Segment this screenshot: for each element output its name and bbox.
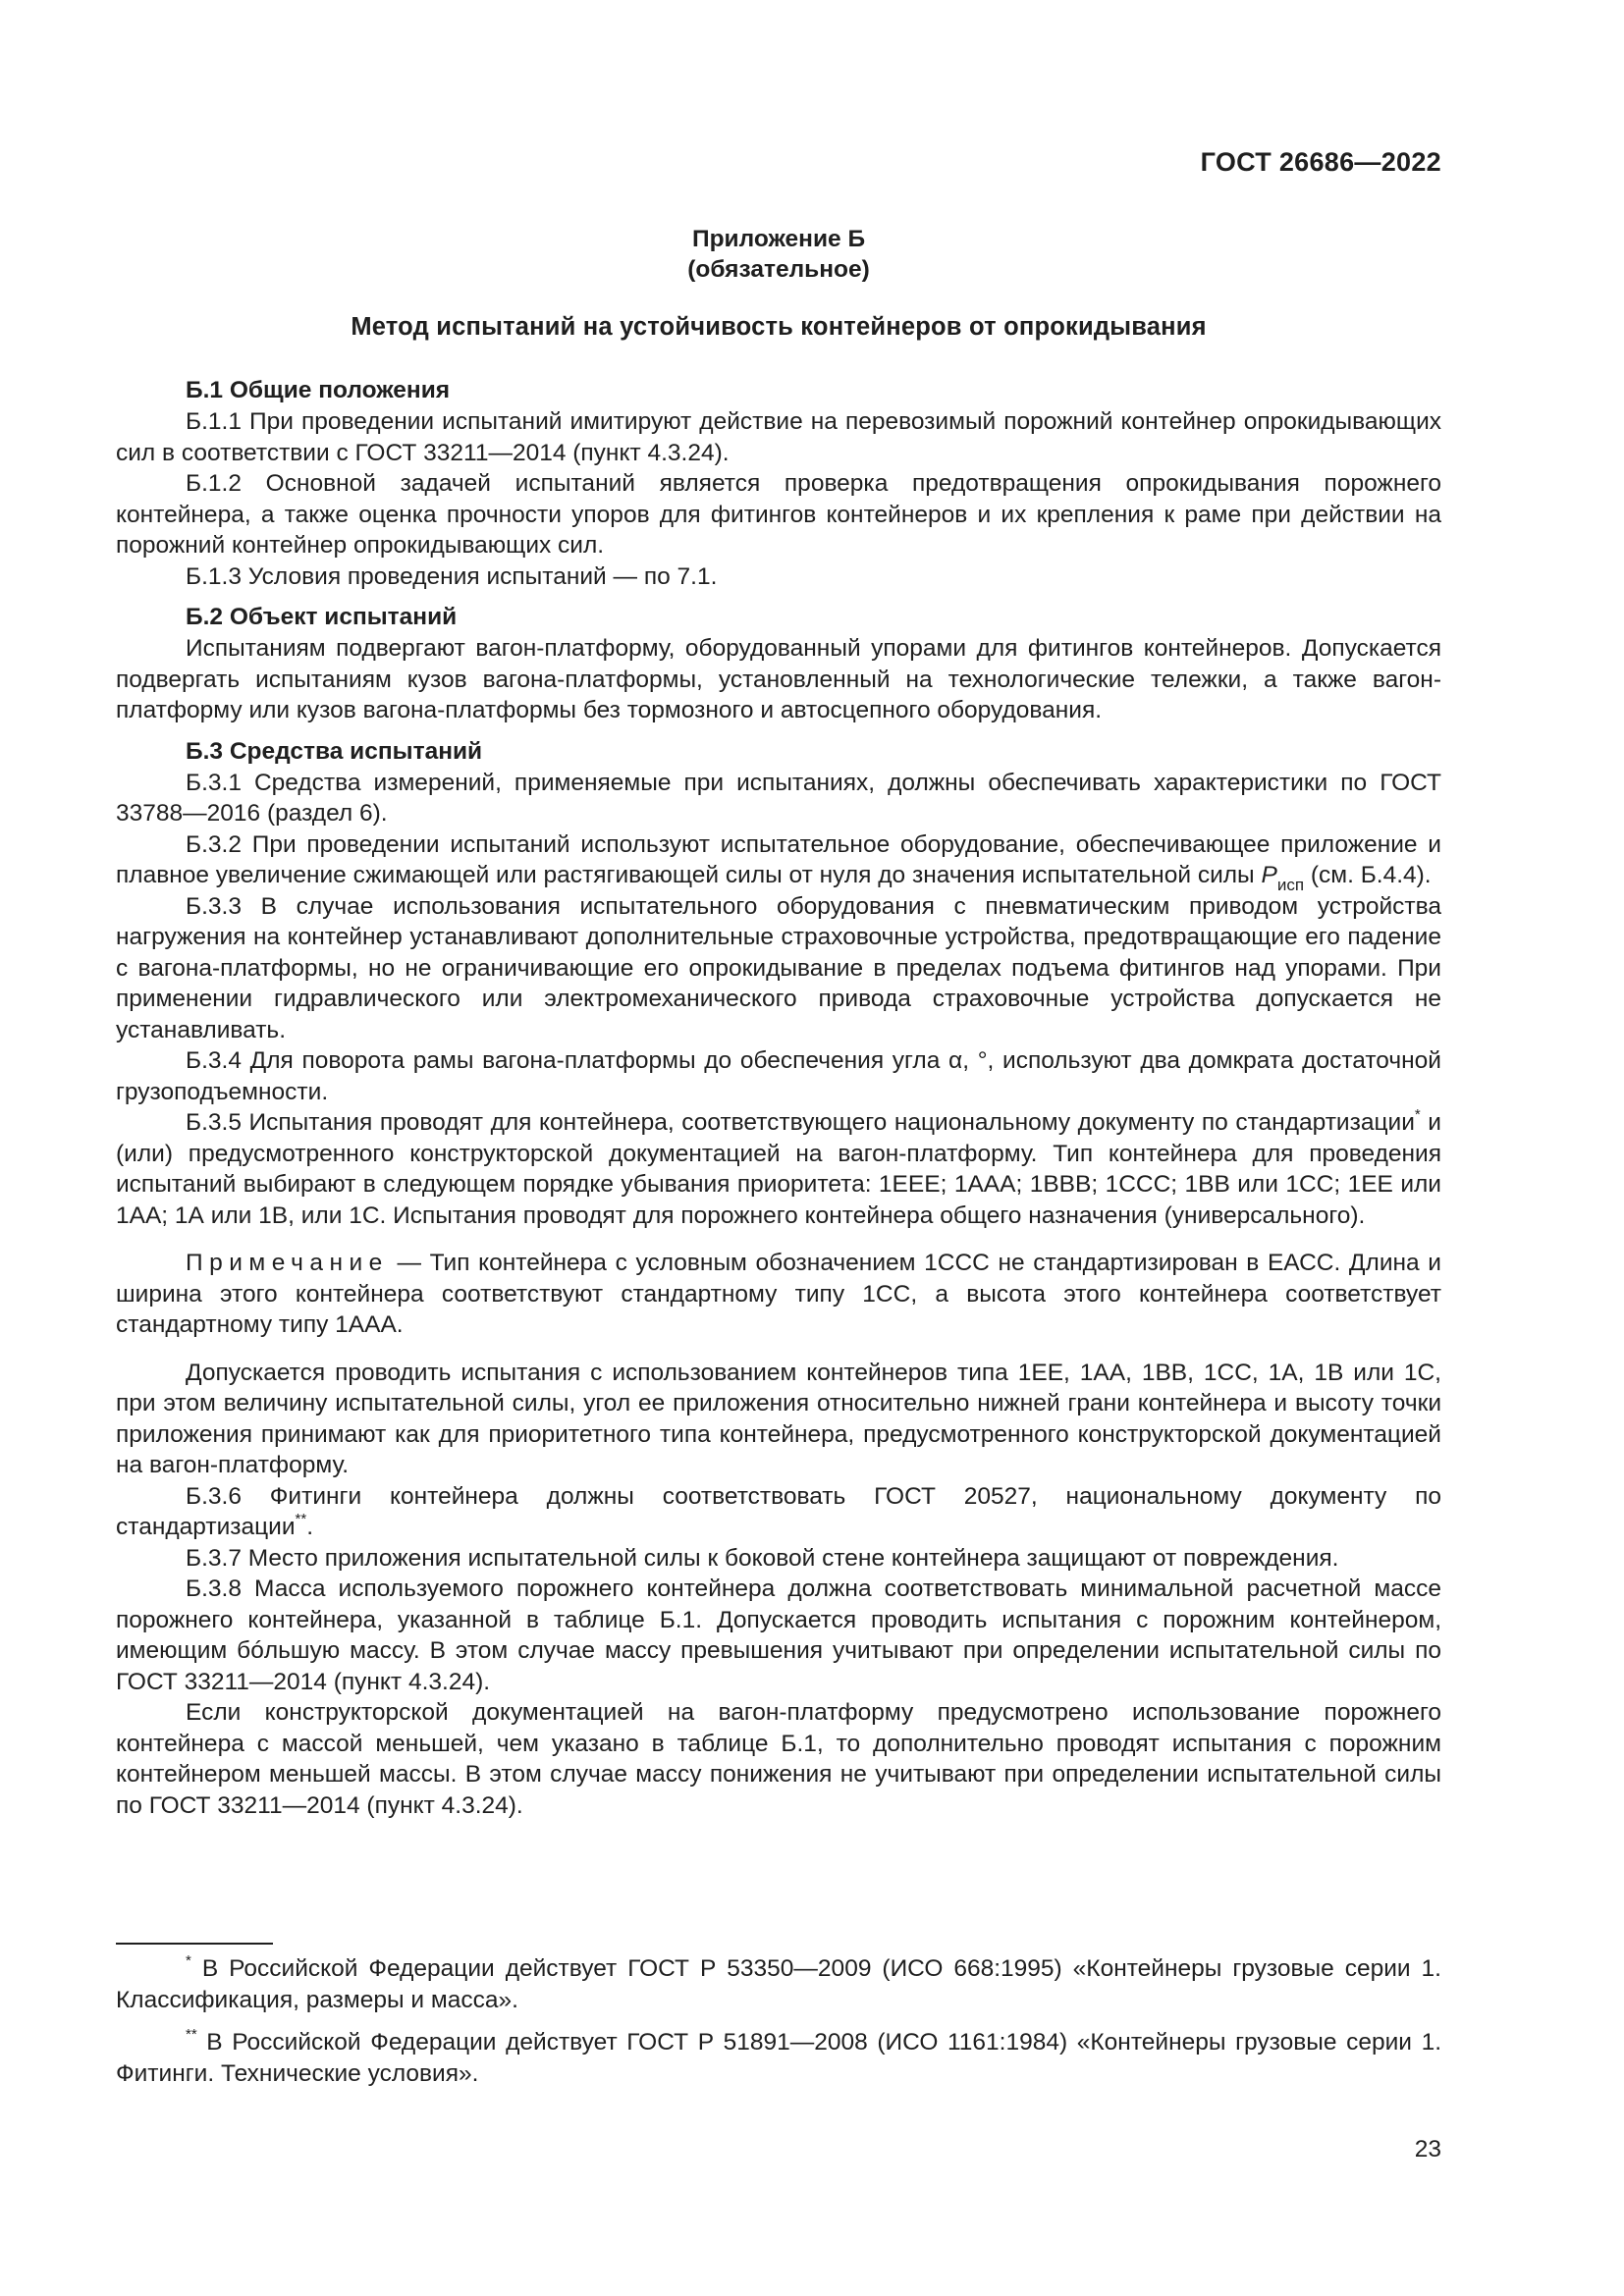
footnote-2 — [116, 2027, 1441, 2089]
page-content — [116, 224, 1441, 1821]
paragraph-b3-9: Б.3.8 Масса используемого порожнего контейнера должна соответствовать минимальной расчетной массе порожнего контейнера, указанной в таблице Б.1. Допускается проводить испытания с порожним контейнером, имеющим бóльшую массу. В этом случае массу превышения учитывают при определении испытательной силы по ГОСТ 33211—2014 (пункт 4.3.24). — [116, 1575, 1441, 1695]
footnote-ref-1[interactable]: * — [1414, 1105, 1421, 1123]
paragraph-b3-5-end: и (или) предусмотренного конструкторской документацией на вагон-платформу. Тип контейнера для проведения испытаний выбирают в следующем порядке убывания приоритета: 1ЕЕЕ; 1ААА; 1ВВВ; 1ССС; 1ВВ или 1СС; 1ЕЕ или 1АА; 1А или 1В, или 1С. Испытания проводят для порожнего контейнера общего назначения (универсального). — [116, 1109, 1441, 1229]
paragraph-b3-8: Б.3.7 Место приложения испытательной силы к боковой стене контейнера защищают от повреждения. — [186, 1544, 1339, 1572]
note-label: Примечание — [186, 1250, 389, 1276]
paragraph-b3-6: Допускается проводить испытания с использованием контейнеров типа 1ЕЕ, 1АА, 1ВВ, 1СС, 1А, 1В или 1С, при этом величину испытательной силы, угол ее приложения относительно нижней грани контейнера и высоту точки приложения принимают как для приоритетного типа контейнера, предусмотренного конструкторской документацией на вагон-платформу. — [116, 1359, 1441, 1478]
paragraph-b1-3: Б.1.3 Условия проведения испытаний — по 7.1. — [186, 562, 718, 590]
paragraph-b1-1: Б.1.1 При проведении испытаний имитируют действие на перевозимый порожний контейнер опрокидывающих сил в соответствии с ГОСТ 33211—2014 (пункт 4.3.24). — [116, 408, 1441, 466]
appendix-title: Приложение Б — [691, 226, 866, 252]
paragraph-b3-10: Если конструкторской документацией на вагон-платформу предусмотрено использование порожнего контейнера с массой меньшей, чем указано в таблице Б.1, то дополнительно проводят испытания с порожним контейнером меньшей массы. В этом случае массу понижения не учитывают при определении испытательной силы по ГОСТ 33211—2014 (пункт 4.3.24). — [116, 1699, 1441, 1819]
note-text: — Тип контейнера с условным обозначением 1ССС не стандартизирован в ЕАСС. Длина и ширина этого контейнера соответствуют стандартному типу 1СС, а высота этого контейнера соответствует стандартному типу 1ААА. — [116, 1250, 1441, 1338]
paragraph-b3-1: Б.3.1 Средства измерений, применяемые при испытаниях, должны обеспечивать характеристики по ГОСТ 33788—2016 (раздел 6). — [116, 769, 1441, 827]
section-heading-b1: Б.1 Общие положения — [186, 377, 451, 403]
paragraph-b3-7 — [116, 1481, 1441, 1543]
footnote-mark-1: * — [186, 1951, 191, 1969]
footnote-1 — [116, 1953, 1441, 2015]
footnote-text-2: В Российской Федерации действует ГОСТ Р 51891—2008 (ИСО 1161:1984) «Контейнеры грузовые серии 1. Фитинги. Технические условия». — [116, 2029, 1441, 2087]
appendix-heading: Метод испытаний на устойчивость контейнеров от опрокидывания — [351, 313, 1207, 341]
footnote-ref-2[interactable]: ** — [295, 1510, 307, 1527]
paragraph-b3-7-start: Б.3.6 Фитинги контейнера должны соответствовать ГОСТ 20527, национальному документу по стандартизации — [116, 1482, 1441, 1540]
footnotes — [116, 1953, 1441, 2101]
note — [116, 1248, 1441, 1341]
paragraph-b3-5 — [116, 1107, 1441, 1231]
test-force-symbol: P — [1261, 862, 1277, 888]
paragraph-b3-3: Б.3.3 В случае использования испытательного оборудования с пневматическим приводом устройства нагружения на контейнер устанавливают дополнительные страховочные устройства, предотвращающие его падение с вагона-платформы, но не ограничивающие его опрокидывание в пределах подъема фитингов над упорами. При применении гидравлического или электромеханического привода страховочные устройства допускается не устанавливать. — [116, 892, 1441, 1043]
page-number: 23 — [1414, 2136, 1441, 2163]
paragraph-b2-1: Испытаниям подвергают вагон-платформу, оборудованный упорами для фитингов контейнеров. Допускается подвергать испытаниям кузов вагона-платформы, установленный на технологические тележки, а также вагон-платформу или кузов вагона-платформы без тормозного и автосцепного оборудования. — [116, 635, 1441, 723]
paragraph-b3-2-tail: (см. Б.4.4). — [1304, 862, 1432, 888]
footnote-mark-2: ** — [186, 2025, 197, 2043]
test-force-subscript: исп — [1276, 875, 1305, 894]
section-heading-b2: Б.2 Объект испытаний — [186, 604, 458, 630]
footnote-divider — [116, 1943, 273, 1945]
section-heading-b3: Б.3 Средства испытаний — [186, 737, 483, 765]
paragraph-b3-2-text: Б.3.2 При проведении испытаний используют испытательное оборудование, обеспечивающее приложение и плавное увеличение сжимающей или растягивающей силы от нуля до значения испытательной силы — [116, 830, 1441, 888]
footnote-text-1: В Российской Федерации действует ГОСТ Р 53350—2009 (ИСО 668:1995) «Контейнеры грузовые серии 1. Классификация, размеры и масса». — [116, 1955, 1441, 2013]
paragraph-b3-2 — [116, 829, 1441, 894]
paragraph-b3-4: Б.3.4 Для поворота рамы вагона-платформы до обеспечения угла α, °, используют два домкрата достаточной грузоподъемности. — [116, 1047, 1441, 1105]
paragraph-b1-2: Б.1.2 Основной задачей испытаний является проверка предотвращения опрокидывания порожнего контейнера, а также оценка прочности упоров для фитингов контейнеров и их крепления к раме при действии на порожний контейнер опрокидывающих сил. — [116, 470, 1441, 559]
paragraph-b3-7-end: . — [306, 1514, 314, 1540]
paragraph-b3-5-start: Б.3.5 Испытания проводят для контейнера, соответствующего национальному документу по стандартизации — [186, 1109, 1415, 1136]
appendix-kind: (обязательное) — [687, 256, 870, 283]
standard-code: ГОСТ 26686—2022 — [1200, 147, 1441, 177]
